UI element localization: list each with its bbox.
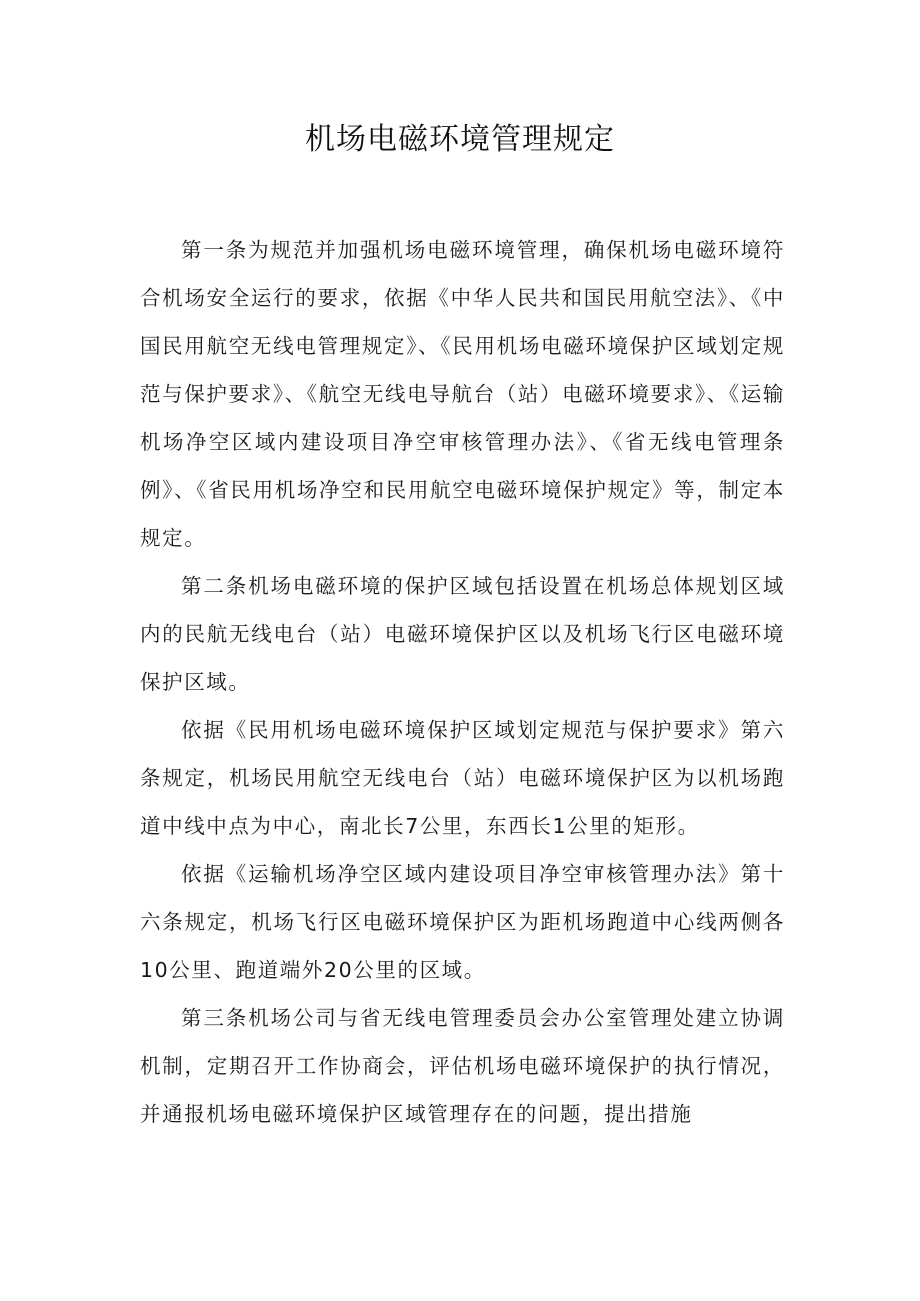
- paragraph-article-2-basis-2: 依据《运输机场净空区域内建设项目净空审核管理办法》第十六条规定，机场飞行区电磁环境保护区为距机场跑道中心线两侧各10公里、跑道端外20公里的区域。: [140, 862, 785, 982]
- paragraph-article-3: 第三条机场公司与省无线电管理委员会办公室管理处建立协调机制，定期召开工作协商会，评估机场电磁环境保护的执行情况，并通报机场电磁环境保护区域管理存在的问题，提出措施: [140, 1006, 785, 1126]
- paragraph-article-2: 第二条机场电磁环境的保护区域包括设置在机场总体规划区域内的民航无线电台（站）电磁环境保护区以及机场飞行区电磁环境保护区域。: [140, 574, 785, 694]
- document-title: 机场电磁环境管理规定: [305, 122, 615, 157]
- document-body: [140, 226, 785, 1138]
- paragraph-article-2-basis-1: 依据《民用机场电磁环境保护区域划定规范与保护要求》第六条规定，机场民用航空无线电台（站）电磁环境保护区为以机场跑道中线中点为中心，南北长7公里，东西长1公里的矩形。: [140, 718, 785, 838]
- paragraph-article-1: 第一条为规范并加强机场电磁环境管理，确保机场电磁环境符合机场安全运行的要求，依据《中华人民共和国民用航空法》、《中国民用航空无线电管理规定》、《民用机场电磁环境保护区域划定规范与保护要求》、《航空无线电导航台（站）电磁环境要求》、《运输机场净空区域内建设项目净空审核管理办法》、《省无线电管理条例》、《省民用机场净空和民用航空电磁环境保护规定》等，制定本规定。: [140, 238, 785, 550]
